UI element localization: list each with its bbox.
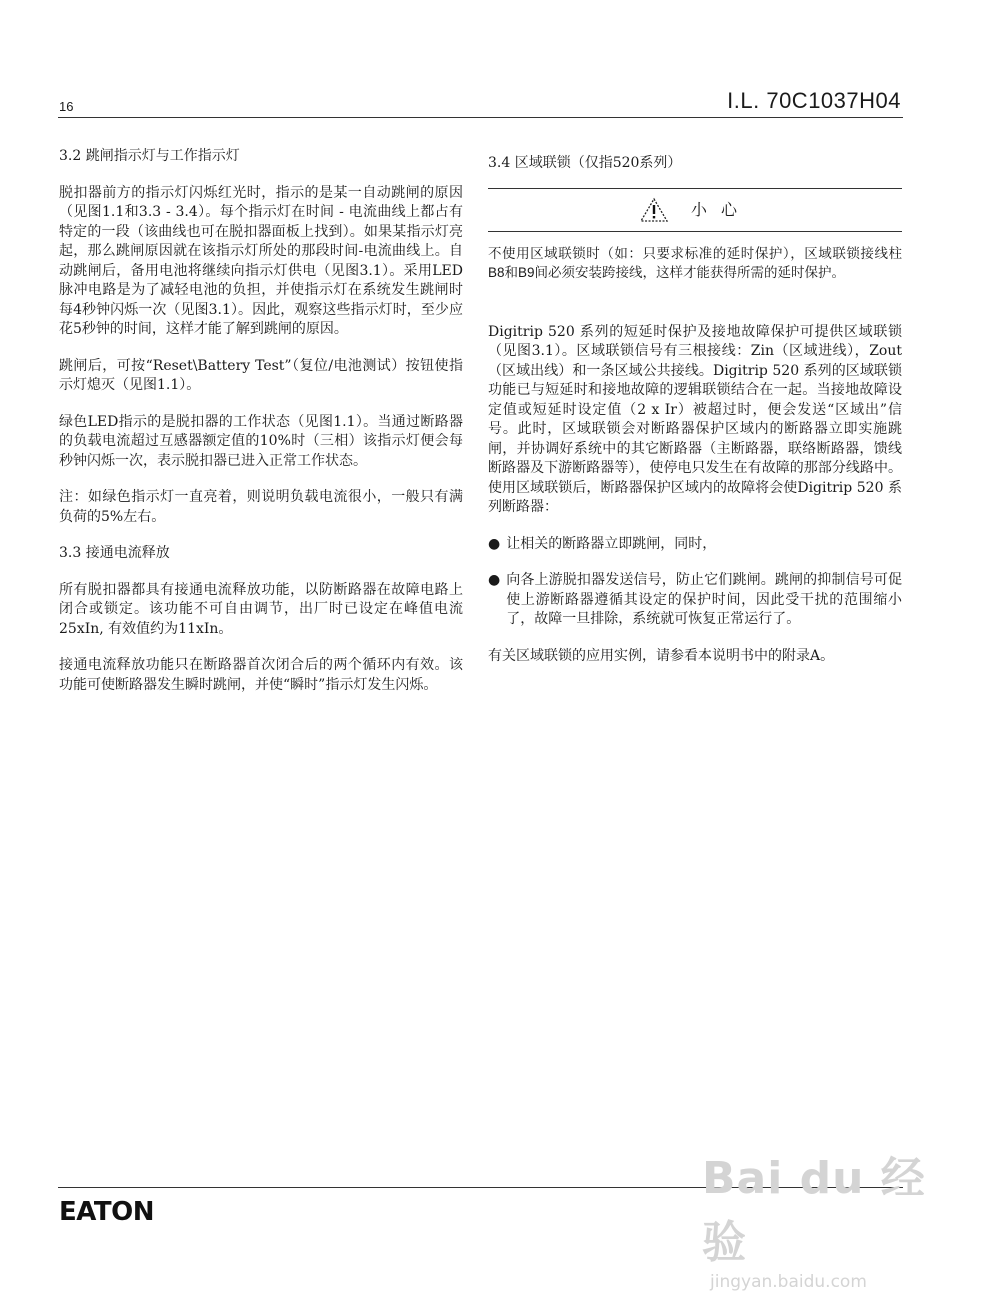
eaton-logo-text: EATON <box>59 1197 154 1224</box>
warning-triangle-icon <box>639 197 669 223</box>
bullet-dot-icon: ● <box>488 572 501 588</box>
section-3-3-heading: 3.3 接通电流释放 <box>59 545 170 561</box>
section-3-3-paragraph-1: 所有脱扣器都具有接通电流释放功能，以防断路器在故障电路上闭合或锁定。该功能不可自由调节，出厂时已设定在峰值电流25xIn, 有效值约为11xIn。 <box>59 581 463 637</box>
watermark-url-text: jingyan.baidu.com <box>710 1272 867 1292</box>
section-3-4-paragraph-2: 有关区域联锁的应用实例，请参看本说明书中的附录A。 <box>488 647 835 664</box>
left-column <box>59 147 463 712</box>
caution-box <box>488 188 902 283</box>
section-3-2-heading: 3.2 跳闸指示灯与工作指示灯 <box>59 148 240 164</box>
right-column <box>488 154 902 683</box>
bullet-text: 让相关的断路器立即跳闸，同时， <box>506 535 717 552</box>
eaton-logo <box>59 1196 155 1224</box>
document-id: I.L. 70C1037H04 <box>727 88 901 113</box>
caution-bottom-rule <box>488 231 902 232</box>
section-3-2-paragraph-3: 绿色LED指示的是脱扣器的工作状态（见图1.1）。当通过断路器的负载电流超过互感器额定值的10%时（三相）该指示灯便会每秒钟闪烁一次，表示脱扣器已进入正常工作状态。 <box>59 413 463 469</box>
section-3-4-heading: 3.4 区域联锁（仅指520系列） <box>488 155 682 171</box>
section-3-2-paragraph-2: 跳闸后，可按“Reset\Battery Test”（复位/电池测试）按钮使指示灯熄灭（见图1.1）。 <box>59 357 463 393</box>
caution-header <box>488 189 902 231</box>
watermark-main-text: Bai du 经验 <box>702 1153 926 1268</box>
bullet-dot-icon: ● <box>488 535 501 552</box>
bullet-item <box>488 535 902 555</box>
caution-title: 小心 <box>690 199 751 219</box>
bullet-item <box>488 571 902 630</box>
page-number: 16 <box>59 99 74 114</box>
section-3-2-paragraph-1: 脱扣器前方的指示灯闪烁红光时，指示的是某一自动跳闸的原因（见图1.1和3.3 - 3.4）。每个指示灯在时间 - 电流曲线上都占有特定的一段（该曲线也可在脱扣器面板上找到）。如果某指示灯亮起，那么跳闸原因就在该指示灯所处的那段时间-电流曲线上。自动跳闸后，备用电池将继续向指示灯供电（见图3.1）。采用LED脉冲电路是为了减轻电池的负担，并使指示灯在系统发生跳闸时每4秒钟闪烁一次（见图3.1）。因此，观察这些指示灯时，至少应花5秒钟的时间，这样才能了解到跳闸的原因。 <box>59 184 463 337</box>
section-3-3-paragraph-2: 接通电流释放功能只在断路器首次闭合后的两个循环内有效。该功能可使断路器发生瞬时跳闸，并使“瞬时”指示灯发生闪烁。 <box>59 657 463 693</box>
header-rule <box>58 117 903 118</box>
bullet-text: 向各上游脱扣器发送信号，防止它们跳闸。跳闸的抑制信号可促使上游断路器遵循其设定的保护时间，因此受干扰的范围缩小了，故障一旦排除，系统就可恢复正常运行了。 <box>506 572 902 627</box>
caution-text: 不使用区域联锁时（如：只要求标准的延时保护），区域联锁接线柱B8和B9间必须安装跨接线，这样才能获得所需的延时保护。 <box>488 245 902 280</box>
section-3-4-paragraph-1: Digitrip 520 系列的短延时保护及接地故障保护可提供区域联锁（见图3.1）。区域联锁信号有三根接线：Zin（区域进线），Zout（区域出线）和一条区域公共接线。Digitrip 520 系列的区域联锁功能已与短延时和接地故障的逻辑联锁结合在一起。当接地故障设定值或短延时设定值（2 x Ir）被超过时，便会发送“区域出”信号。此时，区域联锁会对断路器保护区域内的断路器立即实施跳闸，并协调好系统中的其它断路器（主断路器，联络断路器，馈线断路器及下游断路器等），使停电只发生在有故障的那部分线路中。使用区域联锁后，断路器保护区域内的故障将会使Digitrip 520 系列断路器： <box>488 323 902 515</box>
baidu-jingyan-watermark <box>702 1142 932 1292</box>
section-3-2-note: 注：如绿色指示灯一直亮着，则说明负载电流很小，一般只有满负荷的5%左右。 <box>59 489 463 525</box>
